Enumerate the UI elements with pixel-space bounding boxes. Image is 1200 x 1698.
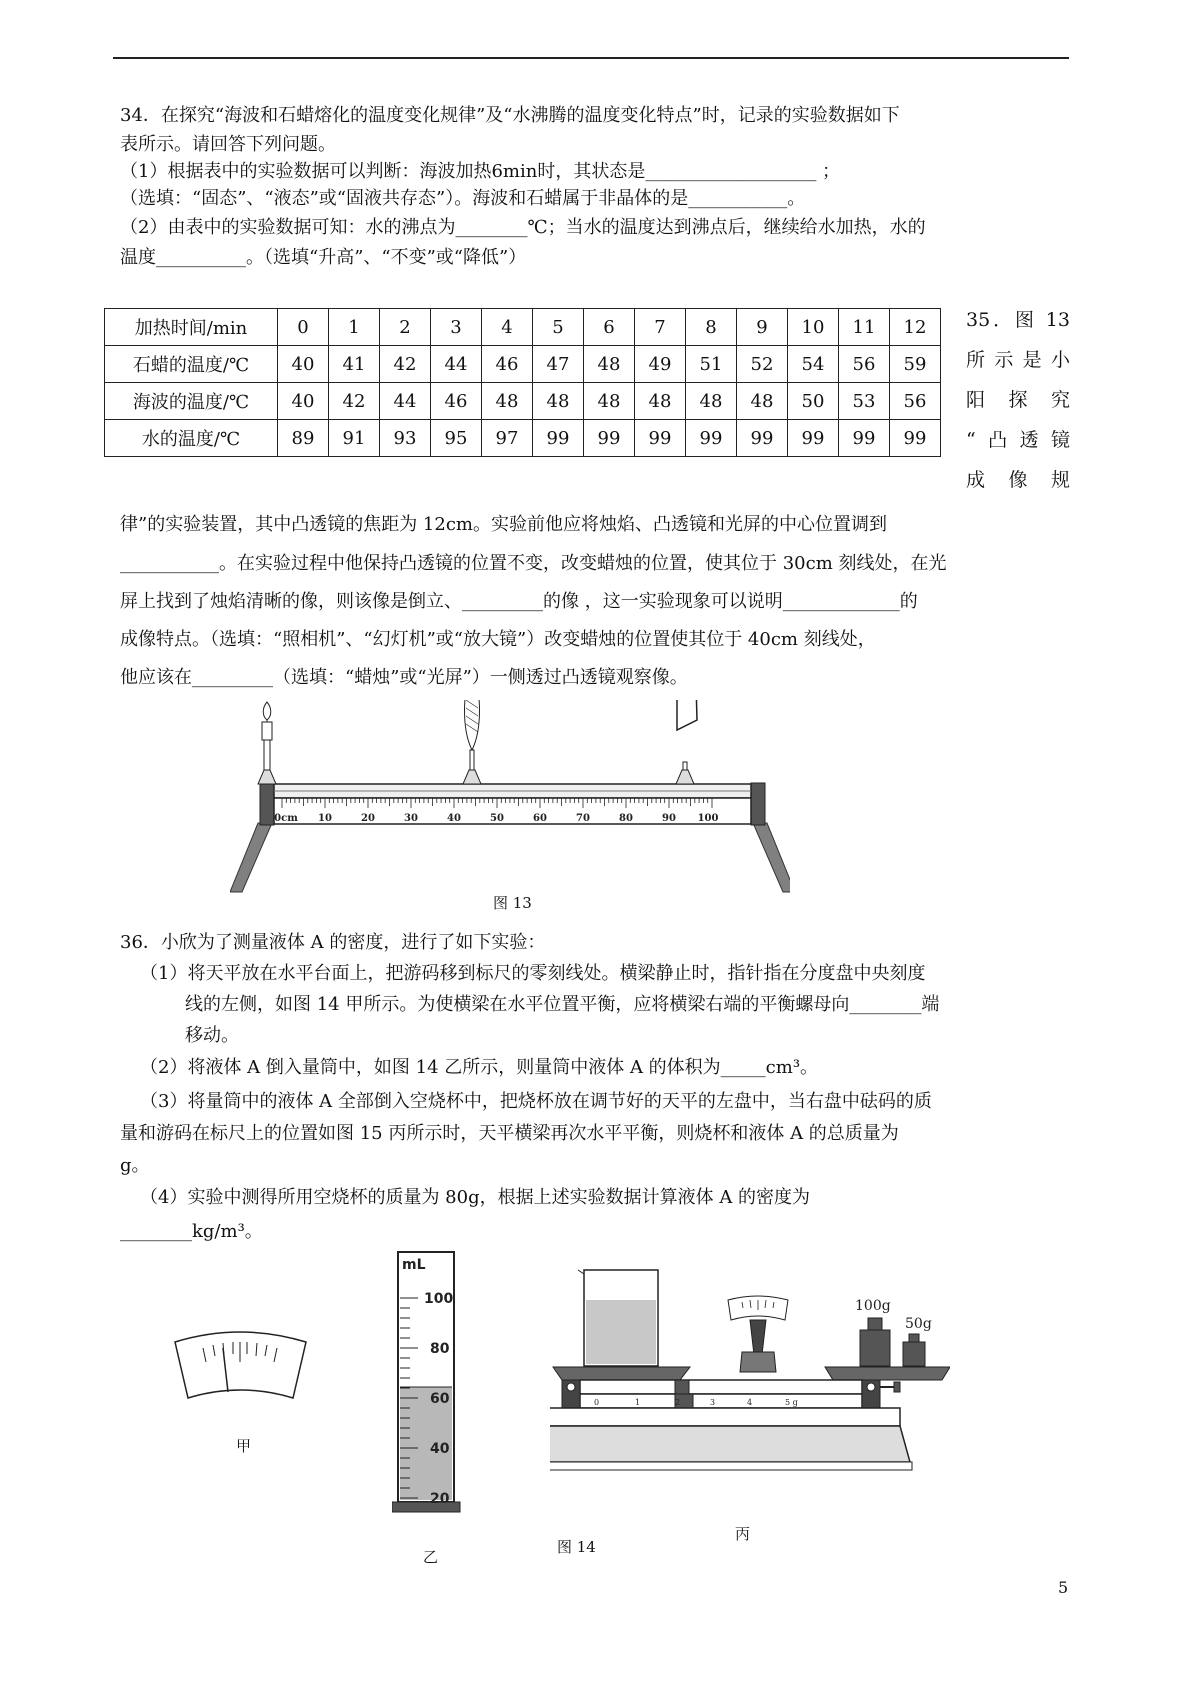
table-cell: 48 <box>686 383 737 420</box>
q35-side-line3: 阳 探 究 <box>966 389 1070 411</box>
q35-side-line1: 35．图 13 <box>966 309 1070 331</box>
table-cell: 99 <box>635 420 686 457</box>
table-cell: 99 <box>890 420 941 457</box>
table-cell: 7 <box>635 309 686 346</box>
table-cell: 46 <box>431 383 482 420</box>
table-row <box>105 309 941 346</box>
table-cell: 50 <box>788 383 839 420</box>
q35-line2: ___________。在实验过程中他保持凸透镜的位置不变，改变蜡烛的位置，使其位于 30cm 刻线处，在光 <box>120 553 947 574</box>
figure-jia-label: 甲 <box>236 1437 252 1455</box>
rider-scale-label: 3 <box>710 1398 716 1407</box>
q35-line1: 律”的实验装置，其中凸透镜的焦距为 12cm。实验前他应将烛焰、凸透镜和光屏的中心位置调到 <box>120 514 887 535</box>
q34-stem-line1: 34．在探究“海波和石蜡熔化的温度变化规律”及“水沸腾的温度变化特点”时，记录的实验数据如下 <box>120 105 900 126</box>
cylinder-mark: 100 <box>424 1291 454 1307</box>
ruler-label: 100 <box>697 813 719 824</box>
table-cell: 53 <box>839 383 890 420</box>
cylinder-unit: mL <box>402 1257 426 1273</box>
weight-100g-label: 100g <box>855 1298 891 1314</box>
table-cell: 99 <box>737 420 788 457</box>
q36-part4-line1: （4）实验中测得所用空烧杯的质量为 80g，根据上述实验数据计算液体 A 的密度为 <box>140 1187 811 1208</box>
ruler-label: 40 <box>447 813 461 824</box>
table-cell: 47 <box>533 346 584 383</box>
table-cell: 95 <box>431 420 482 457</box>
table-cell: 54 <box>788 346 839 383</box>
q36-part4-line2: ________kg/m³。 <box>120 1221 263 1242</box>
table-cell: 42 <box>380 346 431 383</box>
figure13-caption: 图 13 <box>493 894 532 912</box>
table-cell: 99 <box>584 420 635 457</box>
table-cell: 97 <box>482 420 533 457</box>
q36-part1-line1: （1）将天平放在水平台面上，把游码移到标尺的零刻线处。横梁静止时，指针指在分度盘中央刻度 <box>140 963 926 984</box>
cylinder-mark: 60 <box>430 1391 450 1407</box>
q34-stem-line2: 表所示。请回答下列问题。 <box>120 134 336 155</box>
table-cell: 52 <box>737 346 788 383</box>
row-label: 海波的温度/℃ <box>105 383 278 420</box>
rider-scale-label: 4 <box>747 1398 753 1407</box>
balance-dial-figure <box>173 1330 308 1405</box>
table-cell: 48 <box>737 383 788 420</box>
table-cell: 3 <box>431 309 482 346</box>
q36-part3-line1: （3）将量筒中的液体 A 全部倒入空烧杯中，把烧杯放在调节好的天平的左盘中，当右盘中砝码的质 <box>140 1091 932 1112</box>
table-cell: 56 <box>839 346 890 383</box>
table-cell: 11 <box>839 309 890 346</box>
data-table <box>104 308 941 457</box>
q34-part1-line1: （1）根据表中的实验数据可以判断：海波加热6min时，其状态是___________________ ； <box>120 161 841 182</box>
rider-scale-label: 2 <box>675 1398 681 1407</box>
table-cell: 99 <box>839 420 890 457</box>
ruler-label: 90 <box>662 813 676 824</box>
table-cell: 41 <box>329 346 380 383</box>
cylinder-mark: 40 <box>430 1441 450 1457</box>
header-rule <box>113 57 1069 59</box>
table-cell: 99 <box>686 420 737 457</box>
table-cell: 48 <box>482 383 533 420</box>
cylinder-mark: 80 <box>430 1341 450 1357</box>
ruler-label: 50 <box>490 813 504 824</box>
table-cell: 93 <box>380 420 431 457</box>
table-cell: 48 <box>533 383 584 420</box>
table-row <box>105 420 941 457</box>
ruler-label: 10 <box>318 813 332 824</box>
ruler-label: 0cm <box>274 813 298 824</box>
q36-stem: 36．小欣为了测量液体 A 的密度，进行了如下实验： <box>120 932 546 953</box>
optical-bench-figure <box>230 700 790 910</box>
q36-part1-line2: 线的左侧，如图 14 甲所示。为使横梁在水平位置平衡，应将横梁右端的平衡螺母向________端 <box>185 994 940 1015</box>
ruler-label: 60 <box>533 813 547 824</box>
q34-part1-line2: （选填：“固态”、“液态”或“固液共存态”）。海波和石蜡属于非晶体的是___________。 <box>120 188 806 209</box>
table-cell: 40 <box>278 383 329 420</box>
weight-50g-label: 50g <box>905 1316 932 1332</box>
table-cell: 44 <box>380 383 431 420</box>
figure14-caption: 图 14 <box>557 1538 596 1556</box>
q34-part2-line1: （2）由表中的实验数据可知：水的沸点为________℃；当水的温度达到沸点后，继续给水加热，水的 <box>120 217 926 238</box>
graduated-cylinder-figure <box>392 1244 472 1529</box>
figure-bing-label: 丙 <box>735 1525 751 1543</box>
table-cell: 46 <box>482 346 533 383</box>
table-cell: 2 <box>380 309 431 346</box>
ruler-label: 80 <box>619 813 633 824</box>
q35-line5: 他应该在_________（选填：“蜡烛”或“光屏”）一侧透过凸透镜观察像。 <box>120 667 688 688</box>
q34-part2-line2: 温度__________。（选填“升高”、“不变”或“降低”） <box>120 247 527 268</box>
balance-scale-figure <box>550 1262 950 1502</box>
table-cell: 51 <box>686 346 737 383</box>
light-screen <box>676 700 697 784</box>
row-label: 水的温度/℃ <box>105 420 278 457</box>
table-cell: 5 <box>533 309 584 346</box>
convex-lens <box>463 700 481 784</box>
table-cell: 8 <box>686 309 737 346</box>
page-number: 5 <box>1058 1578 1069 1597</box>
table-cell: 91 <box>329 420 380 457</box>
ruler-label: 30 <box>404 813 418 824</box>
table-cell: 48 <box>635 383 686 420</box>
rider-scale-label: 1 <box>635 1398 641 1407</box>
table-row <box>105 346 941 383</box>
table-cell: 40 <box>278 346 329 383</box>
table-cell: 44 <box>431 346 482 383</box>
table-cell: 0 <box>278 309 329 346</box>
table-row <box>105 383 941 420</box>
q35-line4: 成像特点。（选填：“照相机”、“幻灯机”或“放大镜”）改变蜡烛的位置使其位于 40cm 刻线处， <box>120 629 876 650</box>
ruler-label: 70 <box>576 813 590 824</box>
q36-part3-line3: g。 <box>120 1155 150 1176</box>
q36-part1-line3: 移动。 <box>185 1025 239 1046</box>
table-cell: 89 <box>278 420 329 457</box>
table-cell: 59 <box>890 346 941 383</box>
q36-part3-line2: 量和游码在标尺上的位置如图 15 丙所示时，天平横梁再次水平平衡，则烧杯和液体 A 的总质量为 <box>120 1123 899 1144</box>
candle <box>258 702 276 784</box>
figure-yi-label: 乙 <box>423 1548 439 1566</box>
table-cell: 6 <box>584 309 635 346</box>
table-cell: 56 <box>890 383 941 420</box>
table-cell: 49 <box>635 346 686 383</box>
row-label: 石蜡的温度/℃ <box>105 346 278 383</box>
cylinder-mark: 20 <box>430 1491 450 1507</box>
table-cell: 10 <box>788 309 839 346</box>
table-cell: 48 <box>584 346 635 383</box>
table-cell: 48 <box>584 383 635 420</box>
table-cell: 1 <box>329 309 380 346</box>
table-cell: 9 <box>737 309 788 346</box>
rider-scale-label: 0 <box>594 1398 600 1407</box>
q35-side-line5: 成 像 规 <box>966 469 1070 491</box>
ruler-label: 20 <box>361 813 375 824</box>
row-label: 加热时间/min <box>105 309 278 346</box>
q36-part2: （2）将液体 A 倒入量筒中，如图 14 乙所示，则量筒中液体 A 的体积为_____cm³。 <box>140 1057 819 1078</box>
q35-line3: 屏上找到了烛焰清晰的像，则该像是倒立、_________的像 ，这一实验现象可以说明_____________的 <box>120 591 918 612</box>
rider-scale-label: 5 g <box>785 1398 798 1407</box>
q35-side-line4: “凸透镜 <box>966 429 1070 451</box>
table-cell: 4 <box>482 309 533 346</box>
table-cell: 12 <box>890 309 941 346</box>
table-cell: 99 <box>788 420 839 457</box>
q35-side-line2: 所示是小 <box>966 349 1070 371</box>
table-cell: 99 <box>533 420 584 457</box>
table-cell: 42 <box>329 383 380 420</box>
